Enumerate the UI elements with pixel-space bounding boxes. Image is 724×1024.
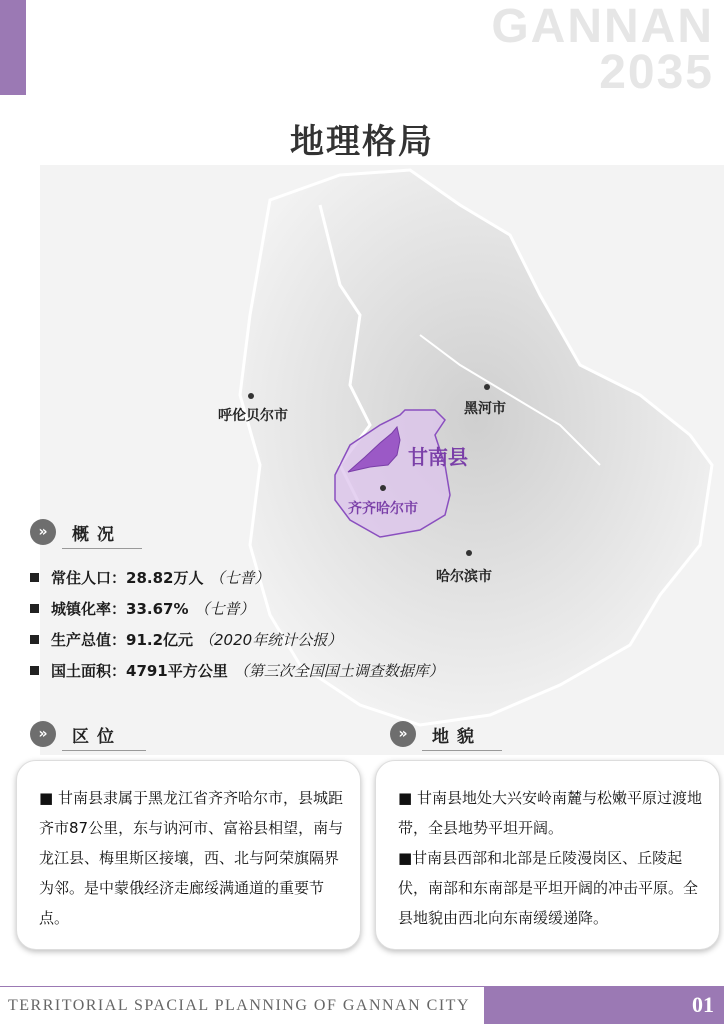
stat-population — [30, 562, 444, 593]
location-text: ■ 甘南县隶属于黑龙江省齐齐哈尔市，县城距齐市87公里，东与讷河市、富裕县相望，南与龙江县、梅里斯区接壤，西、北与阿荣旗隔界为邻。是中蒙俄经济走廊绥满通道的重要节点。 — [39, 789, 344, 927]
stat-note: （七普） — [209, 569, 270, 587]
harbin-marker — [466, 550, 472, 556]
chevron-right-icon: » — [390, 721, 416, 747]
stat-gdp — [30, 624, 444, 655]
brand-watermark — [491, 0, 714, 99]
brand-line-1: GANNAN — [491, 0, 714, 53]
overview-heading — [30, 519, 122, 545]
stat-label: 城镇化率：33.67% — [51, 600, 189, 618]
landform-text-1: ■ 甘南县地处大兴安岭南麓与松嫩平原过渡地带，全县地势平坦开阔。 — [398, 789, 702, 837]
location-heading — [30, 721, 122, 747]
corner-accent-tab — [0, 0, 26, 95]
landform-card — [375, 760, 720, 950]
bullet-square-icon — [30, 604, 39, 613]
qiqihar-marker — [380, 485, 386, 491]
landform-heading — [390, 721, 482, 747]
chevron-right-icon: » — [30, 721, 56, 747]
footer-title: TERRITORIAL SPACIAL PLANNING OF GANNAN CITY — [8, 997, 470, 1014]
heihe-marker — [484, 384, 490, 390]
stat-label: 国土面积：4791平方公里 — [51, 662, 228, 680]
page-title: 地理格局 — [290, 122, 434, 162]
stat-label: 常住人口：28.82万人 — [51, 569, 204, 587]
bullet-square-icon — [30, 666, 39, 675]
overview-heading-underline — [62, 548, 142, 549]
stat-note: （七普） — [194, 600, 255, 618]
harbin-label: 哈尔滨市 — [436, 569, 492, 585]
bullet-square-icon — [30, 573, 39, 582]
brand-line-2: 2035 — [599, 46, 714, 99]
page-number: 01 — [692, 992, 714, 1017]
location-card — [16, 760, 361, 950]
heihe-label: 黑河市 — [464, 401, 506, 417]
stat-area — [30, 655, 444, 686]
location-heading-underline — [62, 750, 146, 751]
overview-heading-label: 概况 — [72, 524, 122, 545]
landform-text-2: ■甘南县西部和北部是丘陵漫岗区、丘陵起伏，南部和东南部是平坦开阔的冲击平原。全县地貌由西北向东南缓缓递降。 — [398, 849, 699, 927]
landform-heading-underline — [422, 750, 502, 751]
qiqihar-label: 齐齐哈尔市 — [348, 501, 418, 517]
location-heading-label: 区位 — [72, 726, 122, 747]
stat-note: （第三次全国国土调查数据库） — [233, 662, 444, 680]
chevron-right-icon: » — [30, 519, 56, 545]
bullet-square-icon — [30, 635, 39, 644]
footer-accent-block — [484, 986, 724, 1024]
overview-stats — [30, 562, 444, 686]
gannan-label: 甘南县 — [408, 445, 468, 469]
stat-urbanization — [30, 593, 444, 624]
stat-note: （2020年统计公报） — [199, 631, 343, 649]
stat-label: 生产总值：91.2亿元 — [51, 631, 194, 649]
hulunbuir-label: 呼伦贝尔市 — [218, 408, 288, 424]
hulunbuir-marker — [248, 393, 254, 399]
landform-heading-label: 地貌 — [432, 726, 482, 747]
